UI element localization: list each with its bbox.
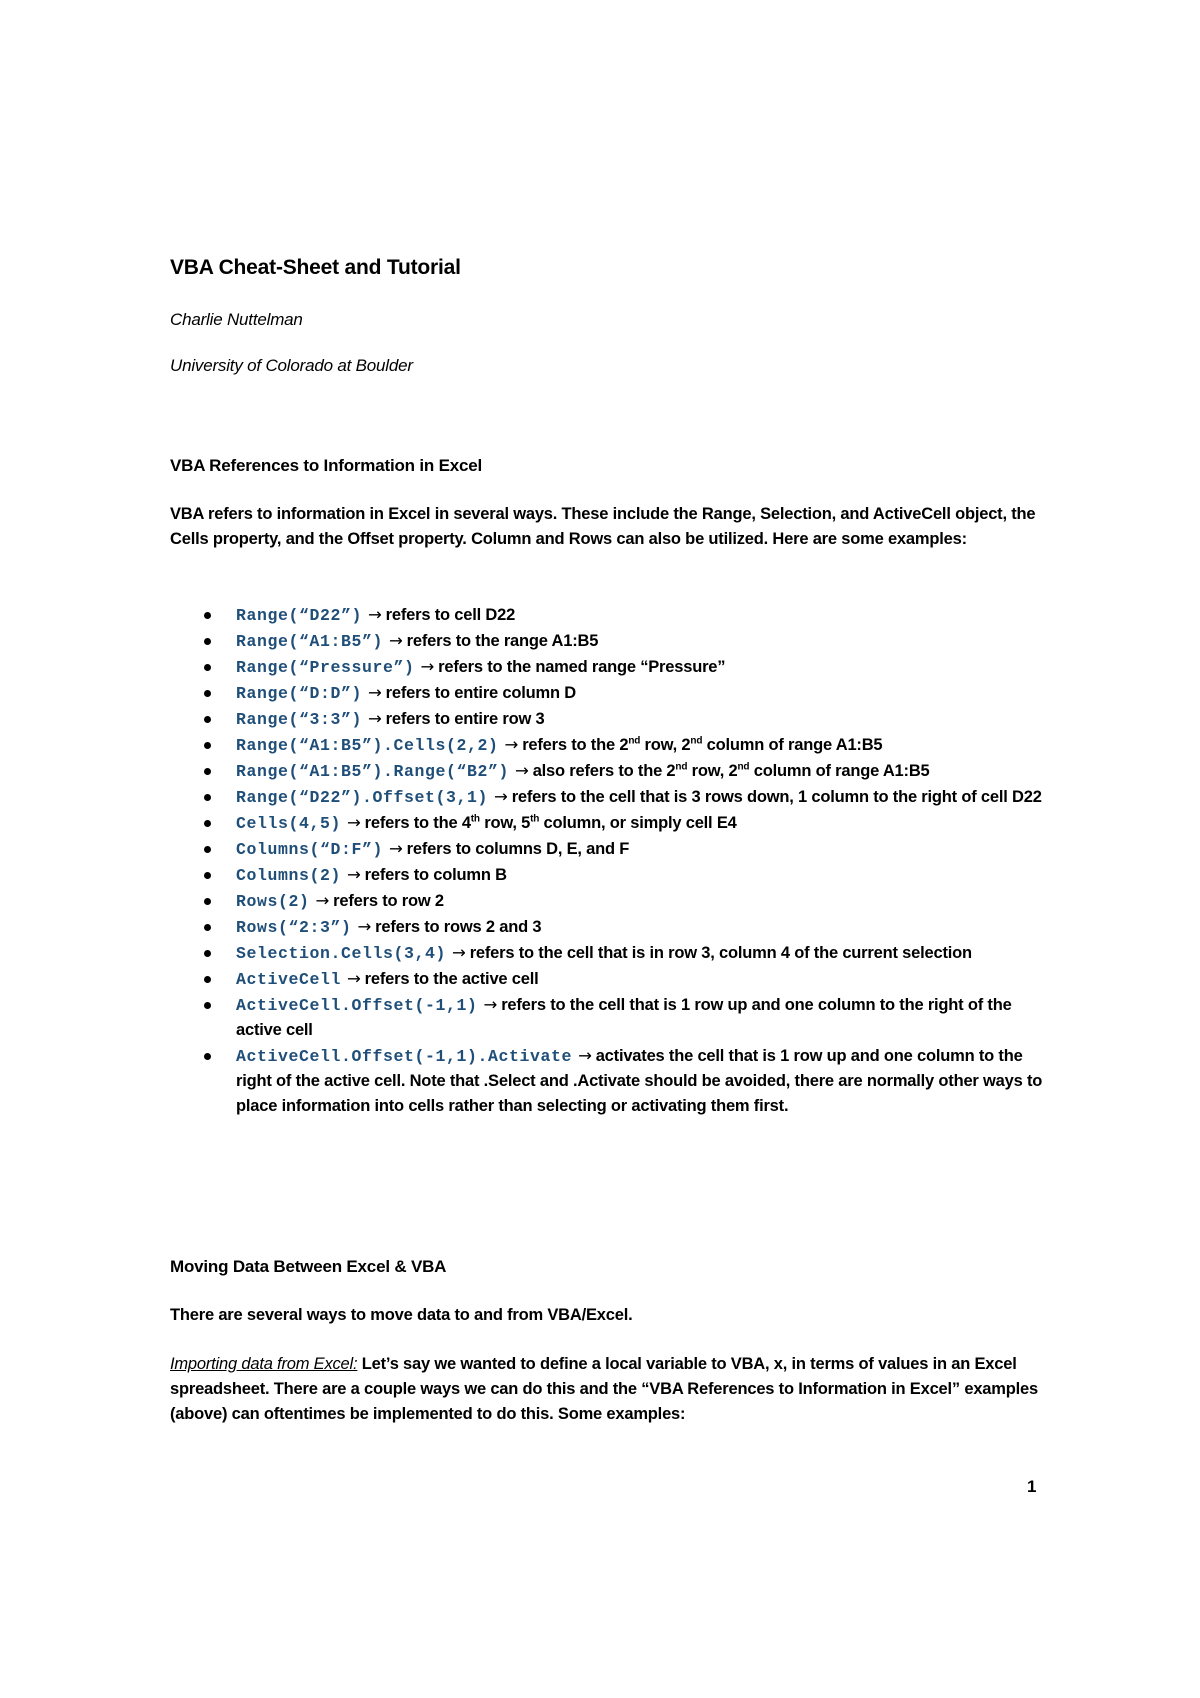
section-intro-references: VBA refers to information in Excel in several ways. These include the Range, Selection, and ActiveCell object, the Cells property, and the Offset property. Column and Rows can also be utilized. Here are some examples:: [170, 505, 1036, 548]
code-snippet: Columns(2): [236, 866, 342, 885]
importing-label: Importing data from Excel:: [170, 1355, 358, 1373]
bullet-icon: [204, 872, 211, 879]
arrow-icon: →: [347, 813, 361, 832]
code-snippet: Cells(4,5): [236, 814, 342, 833]
list-item: [170, 758, 1050, 784]
item-description: refers to the cell that is in row 3, column 4 of the current selection: [469, 944, 972, 962]
author-name: Charlie Nuttelman: [170, 310, 303, 329]
importing-paragraph: [170, 1352, 1040, 1427]
code-snippet: ActiveCell.Offset(-1,1): [236, 996, 478, 1015]
item-description-part: row, 5: [479, 814, 531, 832]
code-snippet: Range(“A1:B5”).Cells(2,2): [236, 736, 499, 755]
item-description: refers to the named range “Pressure”: [438, 658, 726, 676]
code-snippet: Range(“D22”): [236, 606, 363, 625]
list-item: [170, 602, 1050, 628]
item-description: refers to the range A1:B5: [406, 632, 599, 650]
arrow-icon: →: [494, 787, 508, 806]
arrow-icon: →: [347, 865, 361, 884]
code-snippet: Range(“D:D”): [236, 684, 363, 703]
code-snippet: Range(“Pressure”): [236, 658, 415, 677]
ordinal-suffix: th: [530, 813, 540, 825]
bullet-icon: [204, 846, 211, 853]
code-snippet: Columns(“D:F”): [236, 840, 384, 859]
list-item: [170, 654, 1050, 680]
item-description: refers to entire column D: [385, 684, 576, 702]
code-snippet: ActiveCell: [236, 970, 342, 989]
bullet-icon: [204, 1053, 211, 1060]
list-item: [170, 628, 1050, 654]
ordinal-suffix: nd: [628, 735, 641, 747]
importing-text: Let’s say we wanted to define a local variable to VBA, x, in terms of values in an Excel spreadsheet. There are a couple ways we can do this and the “VBA References to Information in Excel” examples (above) can oftentimes be implemented to do this. Some examples:: [170, 1355, 1038, 1423]
arrow-icon: →: [515, 761, 529, 780]
section-intro-moving-data: There are several ways to move data to and from VBA/Excel.: [170, 1306, 633, 1324]
bullet-icon: [204, 716, 211, 723]
arrow-icon: →: [420, 657, 435, 676]
code-snippet: Range(“3:3”): [236, 710, 363, 729]
bullet-icon: [204, 768, 211, 775]
arrow-icon: →: [357, 917, 372, 936]
section-heading-references: VBA References to Information in Excel: [170, 456, 483, 475]
item-description-part: column of range A1:B5: [749, 762, 930, 780]
code-snippet: Range(“A1:B5”).Range(“B2”): [236, 762, 510, 781]
code-snippet: Selection.Cells(3,4): [236, 944, 447, 963]
item-description: refers to the cell that is 1 row up and one column to the right of the active cell: [236, 996, 1012, 1039]
item-description: refers to entire row 3: [385, 710, 545, 728]
list-item: [170, 914, 1050, 940]
list-item: [170, 680, 1050, 706]
item-description: refers to cell D22: [385, 606, 516, 624]
item-description-part: row, 2: [687, 762, 738, 780]
bullet-icon: [204, 924, 211, 931]
list-item: [170, 1043, 1050, 1119]
bullet-icon: [204, 638, 211, 645]
section-heading-moving-data: Moving Data Between Excel & VBA: [170, 1257, 447, 1276]
list-item: [170, 836, 1050, 862]
item-description-part: column, or simply cell E4: [539, 814, 737, 832]
ordinal-suffix: th: [470, 813, 480, 825]
page-number: 1: [1027, 1477, 1037, 1496]
item-description-part: column of range A1:B5: [702, 736, 883, 754]
list-item: [170, 862, 1050, 888]
item-description: activates the cell that is 1 row up and one column to the right of the active cell. Note that .Select and .Activate should be avoided, there are normally other ways to place information into cells rather than selecting or activating them first.: [236, 1047, 1043, 1115]
bullet-icon: [204, 664, 211, 671]
code-snippet: Rows(2): [236, 892, 310, 911]
item-description: refers to rows 2 and 3: [375, 918, 542, 936]
item-description-part: row, 2: [640, 736, 691, 754]
bullet-icon: [204, 612, 211, 619]
list-item: [170, 966, 1050, 992]
arrow-icon: →: [368, 605, 382, 624]
document-title: VBA Cheat-Sheet and Tutorial: [170, 256, 461, 279]
author-affiliation: University of Colorado at Boulder: [170, 356, 413, 375]
bullet-icon: [204, 898, 211, 905]
arrow-icon: →: [389, 839, 403, 858]
item-description: refers to the active cell: [364, 970, 539, 988]
arrow-icon: →: [452, 943, 466, 962]
bullet-icon: [204, 1002, 211, 1009]
code-snippet: Range(“A1:B5”): [236, 632, 384, 651]
arrow-icon: →: [389, 631, 403, 650]
bullet-icon: [204, 742, 211, 749]
arrow-icon: →: [504, 735, 519, 754]
arrow-icon: →: [347, 969, 361, 988]
item-description: refers to the cell that is 3 rows down, 1 column to the right of cell D22: [511, 788, 1042, 806]
arrow-icon: →: [483, 995, 498, 1014]
list-item: [170, 810, 1050, 836]
code-snippet: ActiveCell.Offset(-1,1).Activate: [236, 1047, 573, 1066]
item-description-part: refers to the 2: [522, 736, 629, 754]
code-snippet: Rows(“2:3”): [236, 918, 352, 937]
list-item: [170, 992, 1050, 1043]
reference-examples-list: [170, 602, 1050, 1119]
item-description: refers to column B: [364, 866, 507, 884]
bullet-icon: [204, 976, 211, 983]
arrow-icon: →: [368, 709, 382, 728]
bullet-icon: [204, 950, 211, 957]
ordinal-suffix: nd: [737, 761, 750, 773]
item-description-part: also refers to the 2: [532, 762, 676, 780]
ordinal-suffix: nd: [690, 735, 703, 747]
list-item: [170, 732, 1050, 758]
arrow-icon: →: [578, 1046, 592, 1065]
list-item: [170, 888, 1050, 914]
item-description: refers to row 2: [333, 892, 444, 910]
ordinal-suffix: nd: [675, 761, 688, 773]
arrow-icon: →: [368, 683, 382, 702]
bullet-icon: [204, 690, 211, 697]
list-item: [170, 784, 1050, 810]
list-item: [170, 940, 1050, 966]
bullet-icon: [204, 820, 211, 827]
item-description: refers to columns D, E, and F: [406, 840, 630, 858]
bullet-icon: [204, 794, 211, 801]
code-snippet: Range(“D22”).Offset(3,1): [236, 788, 489, 807]
list-item: [170, 706, 1050, 732]
arrow-icon: →: [315, 891, 330, 910]
item-description-part: refers to the 4: [364, 814, 471, 832]
